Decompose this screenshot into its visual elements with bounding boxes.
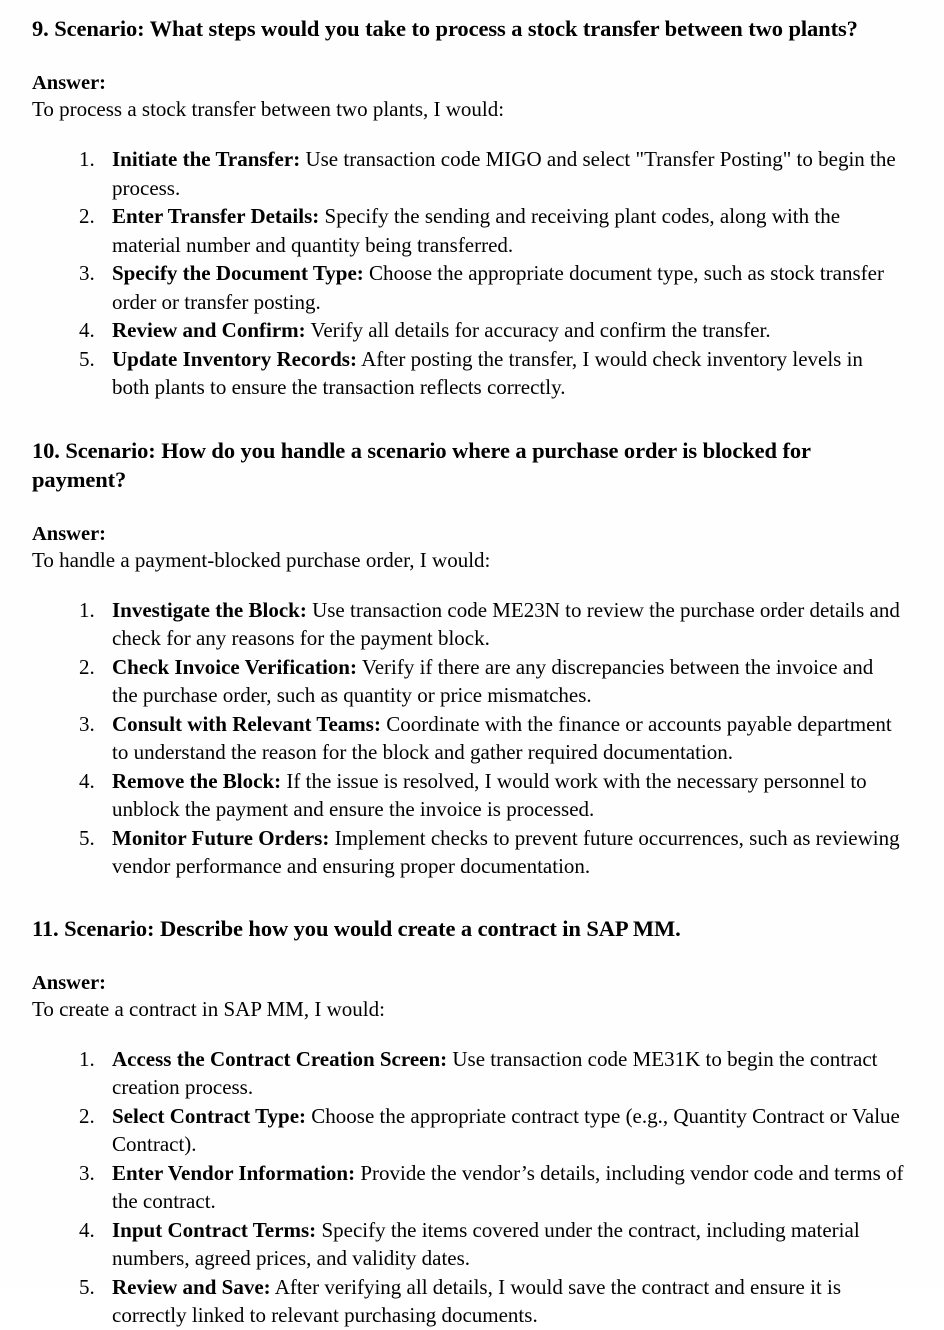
list-item [100, 1102, 904, 1159]
list-item [100, 1216, 904, 1273]
step-text: Choose the appropriate contract type (e.g., Quantity Contract or Value Contract). [112, 1103, 900, 1156]
step-text: Coordinate with the finance or accounts payable department to understand the reason for the block and gather required documentation. [112, 711, 892, 764]
list-item [100, 653, 904, 710]
step-text: Verify all details for accuracy and confirm the transfer. [305, 318, 771, 342]
step-text: Choose the appropriate document type, such as stock transfer order or transfer posting. [112, 261, 884, 314]
answer-label: Answer: [32, 72, 107, 94]
list-item [100, 1273, 904, 1330]
step-lead: Update Inventory Records: [112, 346, 357, 371]
step-text: Implement checks to prevent future occurrences, such as reviewing vendor performance and ensuring proper documentation. [112, 825, 900, 878]
list-item [100, 345, 904, 402]
qa-block-10 [32, 436, 904, 881]
step-lead: Investigate the Block: [112, 597, 307, 622]
list-item [100, 767, 904, 824]
step-text: Verify if there are any discrepancies between the invoice and the purchase order, such as quantity or price mismatches. [112, 654, 874, 707]
step-lead: Remove the Block: [112, 768, 282, 793]
step-lead: Enter Vendor Information: [112, 1160, 356, 1185]
question-heading: 10. Scenario: How do you handle a scenario where a purchase order is blocked for payment? [32, 437, 811, 492]
step-text: Specify the sending and receiving plant codes, along with the material number and quantity being transferred. [112, 204, 841, 257]
step-lead: Consult with Relevant Teams: [112, 711, 381, 736]
list-item [100, 596, 904, 653]
step-lead: Access the Contract Creation Screen: [112, 1046, 448, 1071]
question-heading: 11. Scenario: Describe how you would create a contract in SAP MM. [32, 915, 681, 941]
answer-label: Answer: [32, 522, 107, 545]
step-text: Use transaction code MIGO and select "Transfer Posting" to begin the process. [112, 147, 896, 200]
steps-list [32, 145, 904, 402]
qa-block-9 [32, 14, 904, 402]
list-item [100, 824, 904, 881]
step-lead: Select Contract Type: [112, 1103, 307, 1128]
step-text: Use transaction code ME31K to begin the contract creation process. [112, 1046, 878, 1099]
answer-intro: To create a contract in SAP MM, I would: [32, 996, 385, 1021]
step-text: After verifying all details, I would save the contract and ensure it is correctly linked to relevant purchasing documents. [112, 1274, 841, 1327]
answer-intro: To process a stock transfer between two plants, I would: [32, 97, 505, 121]
list-item [100, 145, 904, 202]
step-lead: Input Contract Terms: [112, 1217, 317, 1242]
list-item [100, 259, 904, 316]
steps-list [32, 1045, 904, 1330]
question-heading: 9. Scenario: What steps would you take to process a stock transfer between two plants? [32, 16, 858, 41]
step-text: Use transaction code ME23N to review the purchase order details and check for any reasons for the payment block. [112, 597, 900, 650]
step-lead: Enter Transfer Details: [112, 204, 320, 228]
list-item [100, 1159, 904, 1216]
list-item [100, 316, 904, 345]
step-text: After posting the transfer, I would check inventory levels in both plants to ensure the transaction reflects correctly. [112, 346, 863, 399]
answer-label: Answer: [32, 971, 107, 994]
step-text: Specify the items covered under the contract, including material numbers, agreed prices, and validity dates. [112, 1217, 860, 1270]
step-lead: Review and Confirm: [112, 318, 306, 342]
step-text: If the issue is resolved, I would work with the necessary personnel to unblock the payment and ensure the invoice is processed. [112, 768, 867, 821]
qa-block-11 [32, 914, 904, 1330]
step-lead: Initiate the Transfer: [112, 147, 301, 171]
answer-intro: To handle a payment-blocked purchase order, I would: [32, 547, 491, 572]
list-item [100, 202, 904, 259]
steps-list [32, 596, 904, 881]
step-lead: Monitor Future Orders: [112, 825, 330, 850]
step-lead: Specify the Document Type: [112, 261, 364, 285]
list-item [100, 710, 904, 767]
step-lead: Check Invoice Verification: [112, 654, 357, 679]
list-item [100, 1045, 904, 1102]
step-text: Provide the vendor’s details, including vendor code and terms of the contract. [112, 1160, 904, 1213]
step-lead: Review and Save: [112, 1274, 271, 1299]
